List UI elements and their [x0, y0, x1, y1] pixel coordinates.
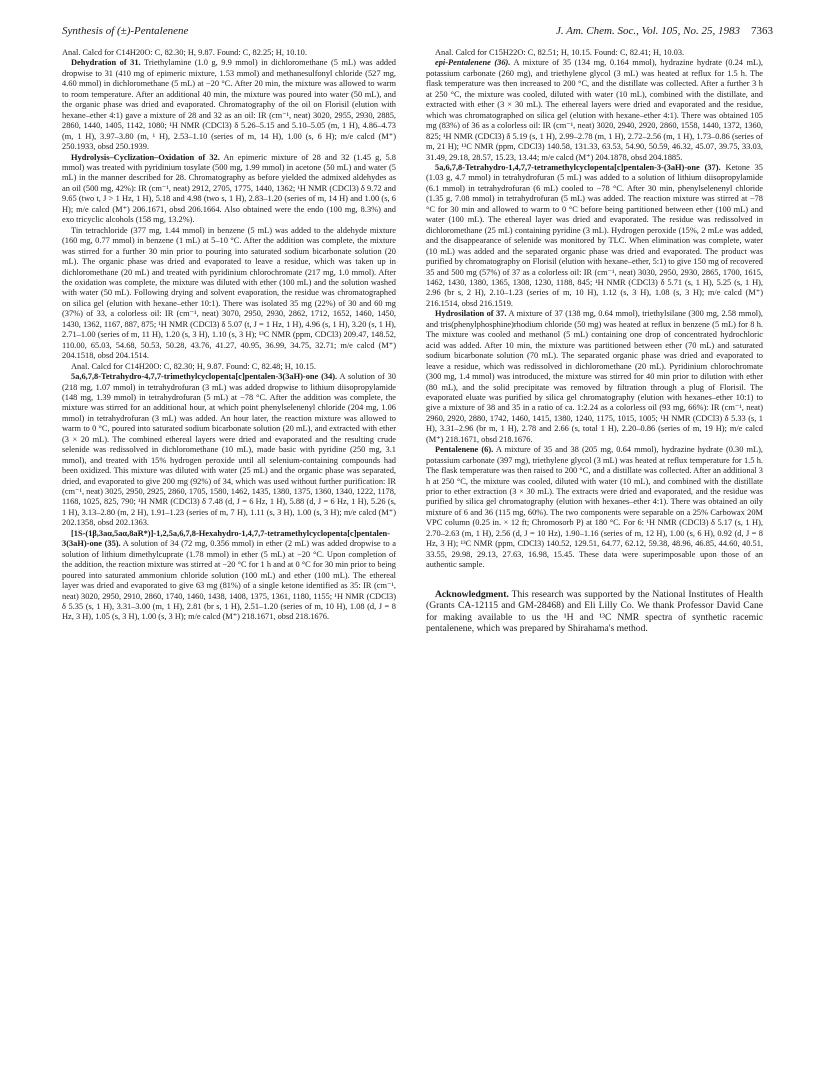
right-column	[426, 48, 763, 635]
paragraph: Anal. Calcd for C14H20O: C, 82.30; H, 9.87. Found: C, 82.25; H, 10.10.	[62, 48, 307, 57]
paragraph: Dehydration of 31. Triethylamine (1.0 g, 9.9 mmol) in dichloromethane (5 mL) was added dropwise to 31 (410 mg of epimeric mixture, 1.53 mmol) and methanesulfonyl chloride (527 mg, 4.60 mmol) in dichloromethane (5 mL) at −20 °C. After 20 min, the mixture was allowed to warm to room temperature. After an additional 40 min, the mixture was poured into water (50 mL), and the organic phase was dried and evaporated. Chromatography of the oil on Florisil (elution with hexane–ether 4:1) gave a mixture of 28 and 32 as an oil: IR (cm⁻¹, neat) 3020, 2955, 2930, 2885, 2860, 1440, 1405, 1142, 1080; ¹H NMR (CDCl3) δ 5.26–5.15 and 5.10–5.05 (m, 1 H), 4.86–4.73 (m, 1 H), 3.97–3.80 (m, ¹ H), 2.53–1.10 (series of m, 14 H), 1.00 (s, 6 H); m/e calcd (M⁺) 250.1933, obsd 250.1939.	[62, 58, 396, 152]
paragraph: Pentalenene (6). A mixture of 35 and 38 (205 mg, 0.64 mmol), hydrazine hydrate (0.30 mL), potassium carbonate (397 mg), triethylene glycol (3 mL) was heated at reflux temperature for 1.5 h. The flask temperature was then raised to 200 °C, and a distillate was collected. After an additional 3 h at 250 °C, the mixture was cooled, diluted with water (10 mL), and combined with the distillate prior to ether extraction (3 × 30 mL). The extracts were dried and evaporated, and the residue was purified by silica gel chromatography (elution with hexanes–ether 4:1). There was obtained an oily mixture of 6 and 36 (115 mg, 60%). The two components were separable on a 25% Carbowax 20M VPC column (0.25 in. × 12 ft; Chromosorb P) at 180 °C. For 6: ¹H NMR (CDCl3) δ 5.17 (s, 1 H), 2.70–2.63 (m, 1 H), 2.56 (d, J = 10 Hz), 1.90–1.16 (series of m, 12 H), 1.00 (s, 6 H), 0.92 (d, J = 8 Hz, 3 H); ¹³C NMR (ppm, CDCl3) 140.52, 129.51, 64.77, 62.12, 59.38, 48.96, 46.85, 44.60, 40.51, 33.55, 29.98, 29.13, 27.63, 16.98, 15.45. These data were superimposable upon those of an authentic sample.	[426, 445, 764, 570]
acknowledgment-heading: Acknowledgment.	[435, 588, 509, 600]
paragraph: Anal. Calcd for C15H22O: C, 82.51; H, 10.15. Found: C, 82.41; H, 10.03.	[435, 48, 685, 57]
section-heading: Dehydration of 31.	[71, 58, 141, 68]
journal-name: J. Am. Chem. Soc., Vol. 105, No. 25, 1983	[555, 25, 740, 37]
paragraph: Hydrolysis–Cyclization–Oxidation of 32. An epimeric mixture of 28 and 32 (1.45 g, 5.8 mmol) was treated with pyridinium tosylate (500 mg, 1.99 mmol) in acetone (50 mL) and water (5 mL) in the manner described for 28. Chromatography as before yielded the admixed aldehydes as an oil (500 mg, 42%): IR (cm⁻¹, neat) 2912, 2705, 1775, 1440, 1362; ¹H NMR (CDCl3) δ 9.72 and 9.65 (two t, J > 1 Hz, 1 H), 5.18 and 4.98 (two s, 1 H), 2.83–1.20 (series of m, 14 H) and 1.00 (s, 6 H); m/e calcd (M⁺) 206.1671, obsd 206.1664. Also obtained were the endo (100 mg, 8.3%) and exo tricyclic alcohols (158 mg, 13.2%).	[62, 152, 396, 225]
paragraph: [1S-(1β,3aα,5aα,8aR*)]-1,2,5a,6,7,8-Hexahydro-1,4,7,7-tetramethylcyclopenta[c]pentalen-3(3aH)-one (35). A solution of 34 (72 mg, 0.356 mmol) in ether (2 mL) was added dropwise to a solution of lithium dimethylcuprate (1.78 mmol) in ether (5 mL) at −20 °C. Upon completion of the addition, the reaction mixture was stirred at −20 °C for 1 h and at 0 °C for 30 min prior to being poured into saturated ammonium chloride solution (100 mL) and ether (100 mL). The ethereal layer was dried and evaporated to give 63 mg (81%) of a single ketone identified as 35: IR (cm⁻¹, neat) 3020, 2950, 2910, 2860, 1740, 1460, 1438, 1408, 1375, 1361, 1180, 1155; ¹H NMR (CDCl3) δ 5.35 (s, 1 H), 3.31–3.00 (m, 1 H), 2.81 (br s, 1 H), 2.51–1.20 (series of m, 10 H), 1.08 (d, J = 8 Hz, 3 H), 1.05 (s, 3 H), 1.00 (s, 3 H); m/e calcd (M⁺) 218.1671, obsd 218.1676.	[62, 528, 396, 622]
section-heading: Hydrolysis–Cyclization–Oxidation of 32.	[71, 152, 220, 162]
left-column	[62, 48, 396, 623]
journal-citation	[556, 24, 773, 38]
paragraph: Tin tetrachloride (377 mg, 1.44 mmol) in benzene (5 mL) was added to the aldehyde mixture (160 mg, 0.77 mmol) in benzene (1 mL) at 5–10 °C. After the addition was complete, the mixture was stirred for a further 30 min prior to pouring into saturated sodium bicarbonate solution (20 mL). The organic phase was dried and evaporated to leave a residue, which was taken up in dichloromethane (20 mL) and treated with pyridinium chlorochromate (217 mg, 1.0 mmol). After the oxidation was complete, the mixture was diluted with ether (100 mL) and the solution washed with water (50 mL). Following drying and solvent evaporation, the residue was chromatographed on silica gel (elution with hexane–ether 10:1). There was isolated 35 mg (22%) of 30 and 60 mg (37%) of 33, a colorless oil: IR (cm⁻¹, neat) 3070, 2950, 2930, 2862, 1712, 1652, 1460, 1450, 1430, 1362, 1167, 887, 875; ¹H NMR (CDCl3) δ 5.07 (t, J = 1 Hz, 1 H), 4.96 (s, 1 H), 3.20 (s, 1 H), 2.71–1.00 (series of m, 11 H), 1.20 (s, 3 H), 1.10 (s, 3 H); ¹³C NMR (ppm, CDCl3) 209.47, 148.52, 110.00, 65.03, 54.68, 50.53, 50.28, 43.76, 41.27, 40.95, 36.99, 34.75, 32.71; m/e calcd (M⁺) 204.1518, obsd 204.1514.	[62, 225, 396, 361]
section-heading: 5a,6,7,8-Tetrahydro-1,4,7,7-tetramethylcyclopenta[c]pentalen-3-(3aH)-one (37).	[435, 162, 721, 172]
section-heading: 5a,6,7,8-Tetrahydro-4,7,7-trimethylcyclopenta[c]pentalen-3(3aH)-one (34).	[71, 372, 338, 382]
acknowledgment: Acknowledgment. This research was supported by the National Institutes of Health (Grants CA-12115 and GM-28468) and Eli Lilly Co. We thank Professor David Cane for making available to us the ¹H and ¹³C NMR spectra of synthetic racemic pentalenene, which was prepared by Shirahama's method.	[426, 588, 763, 635]
paragraph: 5a,6,7,8-Tetrahydro-1,4,7,7-tetramethylcyclopenta[c]pentalen-3-(3aH)-one (37). Ketone 35 (1.03 g, 4.7 mmol) in tetrahydrofuran (5 mL) was added to a solution of lithium diisopropylamide (6.1 mmol) in tetrahydrofuran (6 mL) cooled to −78 °C. After 30 min, phenylselenenyl chloride (1.35 g, 7.08 mmol) in tetrahydrofuran (5 mL) was added. The reaction mixture was stirred at −78 °C for 30 min and allowed to warm to 0 °C before being partitioned between ether (100 mL) and water (100 mL). The ethereal layer was dried and evaporated. The residue was redissolved in dichloromethane (25 mL) containing pyridine (3 mL). Hydrogen peroxide (15%, 2 mLe was added, and the disappearance of selenide was monitored by TLC. When elimination was complete, water (10 mL) was added and the separated organic phase was dried and evaporated. The product was purified by chromatography on Florisil (elution with hexane–ether, 5:1) to give 150 mg of recovered 35 and 500 mg (57%) of 37 as a colorless oil: IR (cm⁻¹, neat) 3030, 2950, 2930, 2865, 1700, 1615, 1462, 1430, 1380, 1365, 1308, 1230, 1188, 845; ¹H NMR (CDCl3) δ 5.71 (s, 1 H), 5.25 (s, 1 H), 2.96 (br s, 2 H), 2.10–1.23 (series of m, 10 H), 1.12 (s, 3 H), 1.08 (s, 3 H); m/e calcd (M⁺) 216.1514, obsd 216.1519.	[426, 162, 763, 308]
section-heading: Hydrosilation of 37.	[435, 309, 507, 319]
paragraph: Hydrosilation of 37. A mixture of 37 (138 mg, 0.64 mmol), triethylsilane (300 mg, 2.58 mmol), and tris(phenylphosphine)rhodium chloride (50 mg) was heated at reflux in benzene (5 mL) for 8 h. The mixture was cooled and methanol (5 mL) containing one drop of concentrated hydrochloric acid was added. After 10 min, the mixture was partitioned between ether (70 mL) and saturated sodium bicarbonate solution (70 mL). The separated organic phase was dried and evaporated to leave a residue, which was redissolved in dichloromethane (20 mL). Pyridinium chlorochromate (300 mg, 1.4 mmol) was introduced, the mixture was stirred for 40 min prior to dilution with ether (80 mL), and the solid precipitate was removed by filtration through a plug of Florisil. The evaporated eluate was purified by silica gel chromatography (elution with hexanes–ether 10:1) to give a mixture of 38 and 35 in a ratio of ca. 1:2.24 as a colorless oil (93 mg, 66%): IR (cm⁻¹, neat) 2960, 2920, 2880, 1742, 1460, 1415, 1380, 1240, 1175, 1015, 1005; ¹H NMR (CDCl3) δ 5.33 (s, 1 H), 3.31–2.96 (br m, 1 H), 2.78 and 2.66 (s, total 1 H), 2.20–0.86 (series of m, 19 H); m/e calcd (M⁺) 218.1671, obsd 218.1676.	[426, 309, 763, 444]
section-heading: Pentalenene (6).	[435, 445, 494, 455]
page-number: 7363	[751, 25, 773, 37]
running-title: Synthesis of (±)-Pentalenene	[62, 25, 189, 37]
paragraph: Anal. Calcd for C14H20O: C, 82.30; H, 9.87. Found: C, 82.48; H, 10.15.	[71, 361, 316, 371]
section-heading: [1S-(1β,3aα,5aα,8aR*)]-1,2,5a,6,7,8-Hexahydro-1,4,7,7-tetramethylcyclopenta[c]pentalen-3(3aH)-one (35).	[62, 528, 391, 549]
paragraph: epi-Pentalenene (36). A mixture of 35 (134 mg, 0.164 mmol), hydrazine hydrate (0.24 mL), potassium carbonate (260 mg), and triethylene glycol (3 mL) was heated at reflux for 1.5 h. The flask temperature was then increased to 200 °C, and the distillate was collected. After a further 3 h at 250 °C, the mixture was cooled, diluted with water (10 mL), combined with the distillate, and extracted with ether (3 × 30 mL). The ethereal layers were dried and evaporated and the residue, which was chromatographed on silica gel (elution with hexane–ether 4:1). There was obtained 105 mg (83%) of 36 as a colorless oil: IR (cm⁻¹, neat) 3020, 2940, 2920, 2860, 1558, 1440, 1372, 1360, 825; ¹H NMR (CDCl3) δ 5.19 (s, 1 H), 2.99–2.78 (m, 1 H), 2.72–2.56 (m, 1 H), 1.73–0.86 (series of m, 21 H); ¹³C NMR (ppm, CDCl3) 140.58, 131.33, 63.53, 54.90, 50.59, 46.32, 45.07, 39.75, 33.03, 31.49, 29.18, 28.57, 15.23, 13.44; m/e calcd (M⁺) 204.1878, obsd 204.1885.	[426, 58, 763, 162]
paragraph: 5a,6,7,8-Tetrahydro-4,7,7-trimethylcyclopenta[c]pentalen-3(3aH)-one (34). A solution of 30 (218 mg, 1.07 mmol) in tetrahydrofuran (3 mL) was added dropwise to lithium diisopropylamide (148 mg, 1.39 mmol) in tetrahydrofuran (5 mL) at −78 °C. After the addition was complete, the mixture was stirred for an additional hour, at which point phenylselenenyl chloride (204 mg, 1.06 mmol) in tetrahydrofuran (3 mL) was added. An hour later, the reaction mixture was allowed to warm to 0 °C, poured into saturated sodium bicarbonate solution (20 mL), and extracted with ether (3 × 20 mL). The combined ethereal layers were dried and evaporated and the resulting crude selenide was redissolved in dichloromethane (10 mL), made basic with pyridine (250 mg, 3.1 mmol), and treated with 15% hydrogen peroxide until all selenium-containing compounds had been oxidized. This mixture was diluted with water (25 mL) and the organic phase was separated, dried, and evaporated to give 200 mg (92%) of 34, which was used without further purification: IR (cm⁻¹, neat) 3025, 2950, 2925, 2860, 1705, 1580, 1462, 1435, 1380, 1375, 1360, 1340, 1222, 1178, 1168, 1025, 825, 790; ¹H NMR (CDCl3) δ 7.48 (d, J = 6 Hz, 1 H), 5.88 (d, J = 6 Hz, 1 H), 5.26 (s, 1 H), 3.13–2.80 (m, 2 H), 1.91–1.23 (series of m, 7 H), 1.11 (s, 3 H), 1.00 (s, 3 H); m/e calcd (M⁺) 202.1358, obsd 202.1363.	[62, 372, 396, 528]
section-heading: epi-Pentalenene (36).	[435, 58, 511, 68]
